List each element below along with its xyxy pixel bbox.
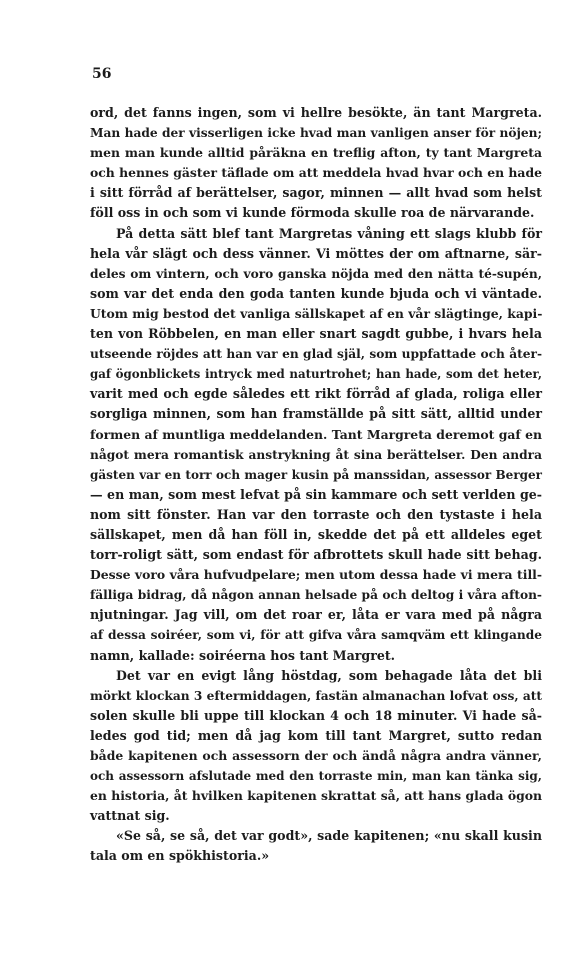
text-line: Man hade der visserligen icke hvad man vanligen anser för nöjen; (90, 126, 542, 141)
text-line: Utom mig bestod det vanliga sällskapet af en vår slägtinge, kapi- (90, 305, 543, 321)
body-text (90, 103, 542, 867)
text-line: «Se så, se så, det var godt», sade kapitenen; «nu skall kusin (116, 828, 542, 844)
page-number: 56 (92, 66, 112, 82)
text-line: torr-roligt sätt, som endast för afbrottets skull hade sitt behag. (90, 547, 542, 563)
text-line: — en man, som mest lefvat på sin kammare och sett verlden ge- (90, 486, 542, 502)
text-line: På detta sätt blef tant Margretas våning ett slags klubb för (116, 225, 542, 241)
text-line: sällskapet, men då han föll in, skedde det på ett alldeles eget (90, 526, 542, 542)
text-line: tala om en spökhistoria.» (90, 848, 270, 864)
text-line: ten von Röbbelen, en man eller snart sagdt gubbe, i hvars hela (90, 326, 542, 342)
text-line: och hennes gäster täflade om att meddela hvad hvar och en hade (90, 165, 542, 181)
text-line: namn, kallade: soiréerna hos tant Margret. (90, 647, 396, 663)
text-line: både kapitenen och assessorn der och ändå några andra vänner, (90, 748, 542, 763)
text-line: Desse voro våra hufvudpelare; men utom dessa hade vi mera till- (90, 567, 542, 583)
text-line: gaf ögonblickets intryck med naturtrohet; han hade, som det heter, (90, 367, 542, 382)
text-line: men man kunde alltid påräkna en treflig afton, ty tant Margreta (90, 145, 542, 161)
text-line: något mera romantisk anstrykning åt sina berättelser. Den andra (90, 447, 542, 462)
text-line: hela vår slägt och dess vänner. Vi möttes der om aftnarne, sär- (90, 245, 542, 261)
text-line: varit med och egde således ett rikt förråd af glada, roliga eller (90, 386, 542, 402)
text-line: och assessorn afslutade med den torraste min, man kan tänka sig, (90, 769, 542, 784)
text-line: vattnat sig. (90, 808, 170, 824)
text-line: fälliga bidrag, då någon annan helsade på och deltog i våra afton- (90, 588, 542, 603)
text-line: ledes god tid; men då jag kom till tant Margret, sutto redan (90, 727, 542, 743)
text-line: sorgliga minnen, som han framställde på sitt sätt, alltid under (90, 406, 542, 422)
text-line: i sitt förråd af berättelser, sagor, minnen — allt hvad som helst (90, 185, 542, 201)
text-line: njutningar. Jag vill, om det roar er, låta er vara med på några (90, 607, 542, 623)
text-line: deles om vintern, och voro ganska nöjda med den nätta té-supén, (90, 266, 542, 281)
text-line: en historia, åt hvilken kapitenen skrattat så, att hans glada ögon (90, 788, 543, 804)
text-line: gästen var en torr och mager kusin på manssidan, assessor Berger (90, 467, 542, 482)
text-line: af dessa soiréer, som vi, för att gifva våra samqväm ett klingande (90, 628, 542, 643)
text-line: utseende röjdes att han var en glad själ, som uppfattade och åter- (90, 347, 542, 362)
text-line: mörkt klockan 3 eftermiddagen, fastän almanachan lofvat oss, att (90, 688, 542, 703)
text-line: som var det enda den goda tanten kunde bjuda och vi väntade. (90, 285, 542, 301)
text-line: formen af muntliga meddelanden. Tant Margreta deremot gaf en (90, 426, 542, 442)
text-line: nom sitt fönster. Han var den torraste och den tystaste i hela (90, 506, 542, 522)
text-line: Det var en evigt lång höstdag, som behagade låta det bli (116, 667, 542, 683)
text-line: ord, det fanns ingen, som vi hellre besökte, än tant Margreta. (90, 105, 542, 120)
text-line: solen skulle bli uppe till klockan 4 och 18 minuter. Vi hade så- (90, 707, 542, 723)
text-line: föll oss in och som vi kunde förmoda skulle roa de närvarande. (90, 205, 535, 221)
